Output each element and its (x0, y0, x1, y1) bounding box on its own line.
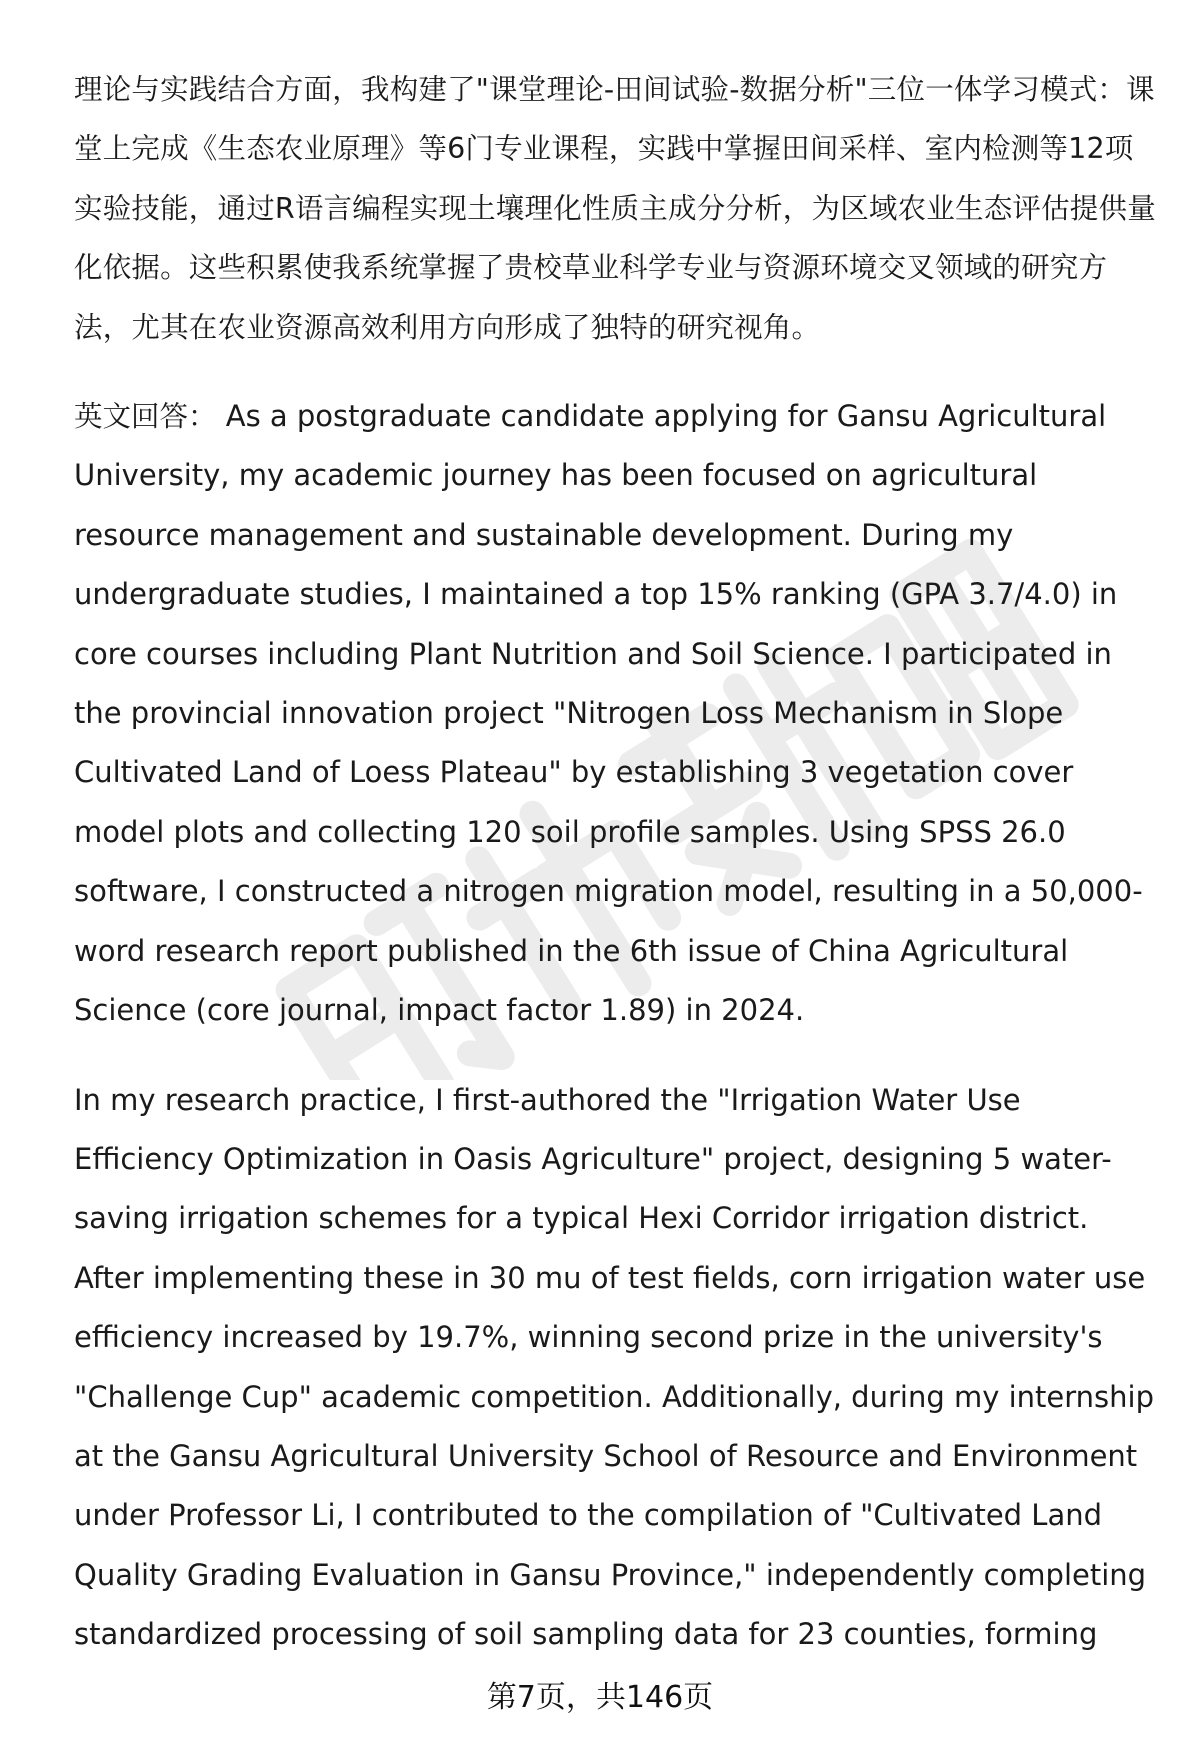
paragraph-chinese-answer: 理论与实践结合方面，我构建了"课堂理论-田间试验-数据分析"三位一体学习模式：课堂上完成《生态农业原理》等6门专业课程，实践中掌握田间采样、室内检测等12项实验技能，通过R语言编程实现土壤理化性质主成分分析，为区域农业生态评估提供量化依据。这些积累使我系统掌握了贵校草业科学专业与资源环境交叉领域的研究方法，尤其在农业资源高效利用方向形成了独特的研究视角。 (74, 73, 1156, 344)
paragraph-english-answer (74, 387, 1156, 1040)
page-number: 第7页，共146页 (486, 1680, 714, 1715)
english-answer-label: 英文回答： (74, 400, 217, 434)
paragraph-research-practice: In my research practice, I first-authored the "Irrigation Water Use Efficiency Optimization in Oasis Agriculture" project, designing 5 water-saving irrigation schemes for a typical Hexi Corridor irrigation district. After implementing these in 30 mu of test fields, corn irrigation water use efficiency increased by 19.7%, winning second prize in the university's "Challenge Cup" academic competition. Additionally, during my internship at the Gansu Agricultural University School of Resource and Environment under Professor Li, I contributed to the compilation of "Cultivated Land Quality Grading Evaluation in Gansu Province," independently completing standardized processing of soil sampling data for 23 counties, forming (74, 1082, 1154, 1652)
document-body (74, 60, 1156, 1665)
english-answer-text: As a postgraduate candidate applying for Gansu Agricultural University, my academic journey has been focused on agricultural resource management and sustainable development. During my undergraduate studies, I maintained a top 15% ranking (GPA 3.7/4.0) in core courses including Plant Nutrition and Soil Science. I participated in the provincial innovation project "Nitrogen Loss Mechanism in Slope Cultivated Land of Loess Plateau" by establishing 3 vegetation cover model plots and collecting 120 soil profile samples. Using SPSS 26.0 software, I constructed a nitrogen migration model, resulting in a 50,000-word research report published in the 6th issue of China Agricultural Science (core journal, impact factor 1.89) in 2024. (74, 399, 1143, 1028)
